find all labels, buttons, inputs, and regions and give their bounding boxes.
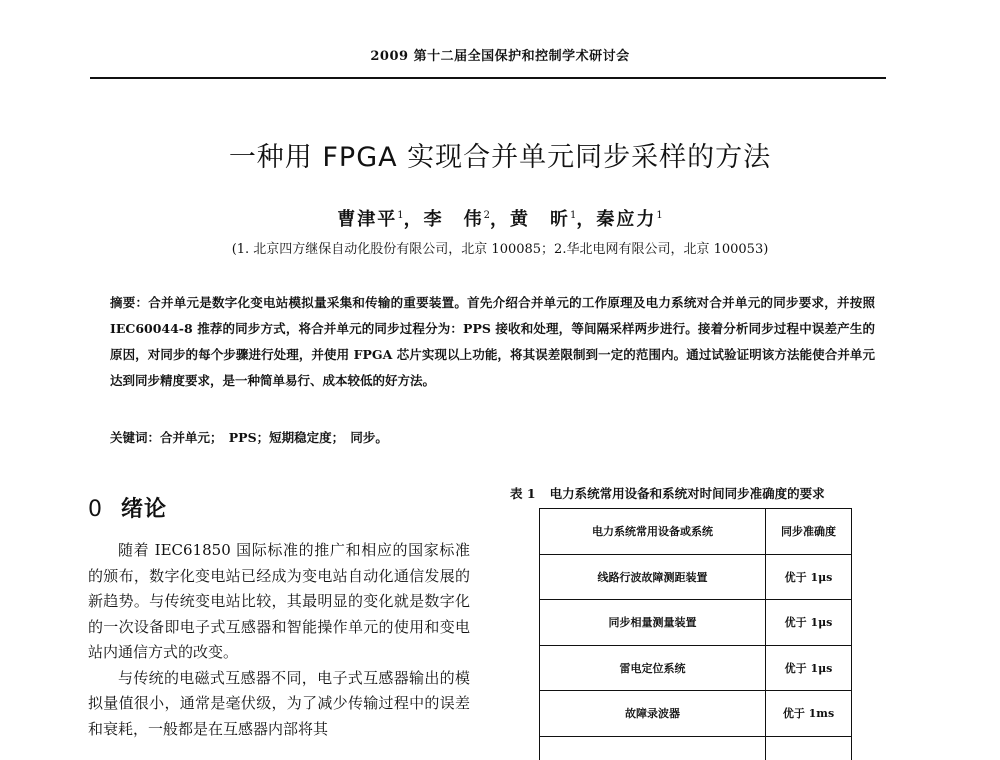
body-paragraph: 随着 IEC61850 国际标准的推广和相应的国家标准的颁布，数字化变电站已经成为变电站自动化通信发展的新趋势。与传统变电站比较，其最明显的变化就是数字化的一次设备即电子式互感器和智能操作单元的使用和变电站内通信方式的改变。 xyxy=(88,541,470,661)
table-row xyxy=(540,736,852,760)
table-cell xyxy=(540,736,766,760)
author-affiliation-mark: 2 xyxy=(483,210,490,221)
body-text xyxy=(88,538,470,742)
abstract-label: 摘要： xyxy=(110,295,149,310)
keywords-text: 合并单元； PPS；短期稳定度； 同步。 xyxy=(160,430,388,445)
table-caption xyxy=(510,484,900,502)
table-row xyxy=(540,645,852,691)
table-cell: 优于 1μs xyxy=(766,554,852,600)
table-cell: 故障录波器 xyxy=(540,691,766,737)
section-title: 绪论 xyxy=(121,497,168,522)
abstract xyxy=(110,290,875,394)
table-header-cell: 电力系统常用设备或系统 xyxy=(540,509,766,555)
section-number: 0 xyxy=(88,497,103,522)
table-cell: 优于 1μs xyxy=(766,645,852,691)
keywords-label: 关键词： xyxy=(110,430,161,445)
table-header-row xyxy=(540,509,852,555)
author-affiliation-mark: 1 xyxy=(570,210,577,221)
running-header: 2009 第十二届全国保护和控制学术研讨会 xyxy=(370,49,630,64)
table-cell: 优于 1ms xyxy=(766,691,852,737)
table-row xyxy=(540,554,852,600)
table-cell: 雷电定位系统 xyxy=(540,645,766,691)
sync-requirements-table xyxy=(539,508,852,760)
body-paragraph: 与传统的电磁式互感器不同，电子式互感器输出的模拟量值很小，通常是毫伏级，为了减少传输过程中的误差和衰耗，一般都是在互感器内部将其 xyxy=(88,668,470,738)
table-cell xyxy=(766,736,852,760)
table-row xyxy=(540,691,852,737)
author-name: 秦应力 xyxy=(596,209,657,230)
table-cell: 线路行波故障测距装置 xyxy=(540,554,766,600)
header-rule xyxy=(90,77,886,79)
table-number: 表 1 xyxy=(510,486,536,501)
author-name: 黄 昕 xyxy=(510,209,570,230)
paper-title: 一种用 FPGA 实现合并单元同步采样的方法 xyxy=(228,142,772,173)
table-row xyxy=(540,600,852,646)
table-header-cell: 同步准确度 xyxy=(766,509,852,555)
table-caption-text: 电力系统常用设备和系统对时间同步准确度的要求 xyxy=(549,486,825,501)
keywords xyxy=(110,426,875,450)
author-affiliation-mark: 1 xyxy=(656,210,663,221)
author-name: 李 伟 xyxy=(423,209,484,230)
author-list: 曹津平$^1$，李 伟$^2$，黄 昕$^1$，秦应力$^1$ xyxy=(337,209,663,230)
affiliations: (1. 北京四方继保自动化股份有限公司，北京 100085；2.华北电网有限公司，北京 100053) xyxy=(231,242,769,257)
abstract-text: 合并单元是数字化变电站模拟量采集和传输的重要装置。首先介绍合并单元的工作原理及电力系统对合并单元的同步要求，并按照 IEC60044-8 推荐的同步方式，将合并单元的同步过程分为：PPS 接收和处理，等间隔采样两步进行。接着分析同步过程中误差产生的原因，对同步的每个步骤进行处理，并使用 FPGA 芯片实现以上功能，将其误差限制到一定的范围内。通过试验证明该方法能使合并单元达到同步精度要求，是一种简单易行、成本较低的好方法。 xyxy=(110,295,875,388)
table-cell: 优于 1μs xyxy=(766,600,852,646)
section-heading xyxy=(88,492,167,523)
table-cell: 同步相量测量装置 xyxy=(540,600,766,646)
author-affiliation-mark: 1 xyxy=(397,210,404,221)
author-name: 曹津平 xyxy=(337,209,398,230)
